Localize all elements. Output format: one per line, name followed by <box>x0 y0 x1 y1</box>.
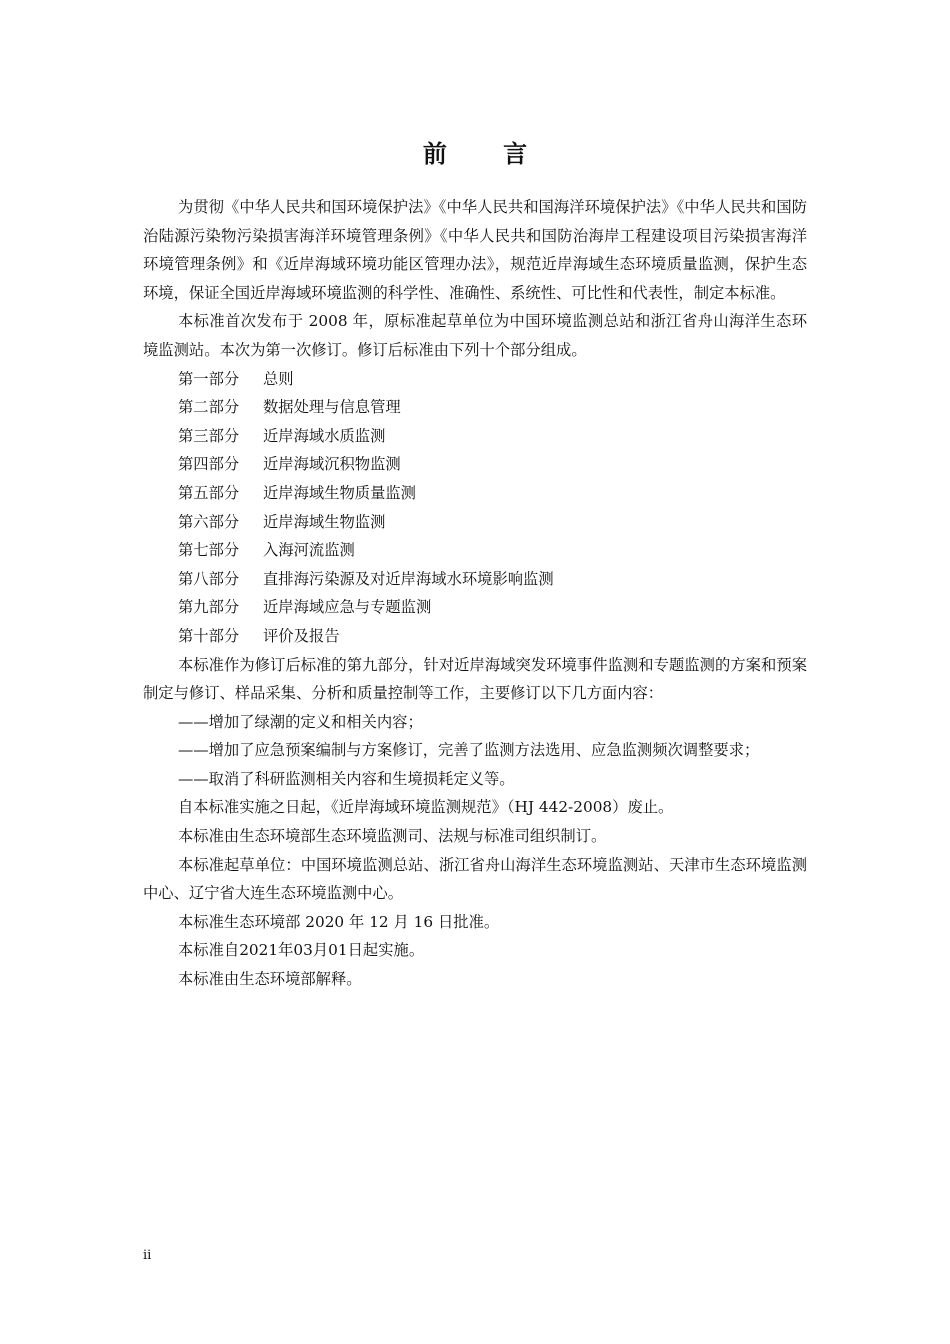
parts-list <box>143 365 807 651</box>
part-name: 入海河流监测 <box>263 541 355 560</box>
paragraph-approval: 本标准生态环境部 2020 年 12 月 16 日批准。 <box>178 912 500 931</box>
part-number: 第十部分 <box>178 626 240 645</box>
list-item <box>143 536 807 565</box>
change-item: ——增加了应急预案编制与方案修订，完善了监测方法选用、应急监测频次调整要求； <box>178 741 760 760</box>
page-title: 前 言 <box>422 140 552 168</box>
list-item <box>143 393 807 422</box>
paragraph-history: 本标准首次发布于 2008 年，原标准起草单位为中国环境监测总站和浙江省舟山海洋生态环境监测站。本次为第一次修订。修订后标准由下列十个部分组成。 <box>143 312 807 359</box>
part-name: 近岸海域沉积物监测 <box>263 455 401 474</box>
part-name: 直排海污染源及对近岸海域水环境影响监测 <box>263 569 554 588</box>
part-name: 评价及报告 <box>263 626 340 645</box>
paragraph-interpretation: 本标准由生态环境部解释。 <box>178 970 362 989</box>
part-number: 第三部分 <box>178 426 240 445</box>
paragraph-purpose: 为贯彻《中华人民共和国环境保护法》《中华人民共和国海洋环境保护法》《中华人民共和国防治陆源污染物污染损害海洋环境管理条例》《中华人民共和国防治海岸工程建设项目污染损害海洋环境管理条例》和《近岸海域环境功能区管理办法》，规范近岸海域生态环境质量监测，保护生态环境，保证全国近岸海域环境监测的科学性、准确性、系统性、可比性和代表性，制定本标准。 <box>143 198 807 302</box>
part-name: 近岸海域水质监测 <box>263 426 386 445</box>
part-name: 近岸海域生物监测 <box>263 512 386 531</box>
list-item <box>143 422 807 451</box>
paragraph-organizer: 本标准由生态环境部生态环境监测司、法规与标准司组织制订。 <box>178 827 607 846</box>
list-item <box>143 565 807 594</box>
paragraph-drafters: 本标准起草单位：中国环境监测总站、浙江省舟山海洋生态环境监测站、天津市生态环境监测中心、辽宁省大连生态环境监测中心。 <box>143 855 807 903</box>
changes-list <box>143 708 807 794</box>
list-item <box>143 450 807 479</box>
part-name: 总则 <box>263 369 294 388</box>
list-item <box>143 365 807 394</box>
paragraph-effective-date: 本标准自2021年03月01日起实施。 <box>178 941 425 960</box>
list-item <box>143 622 807 651</box>
part-number: 第一部分 <box>178 369 240 388</box>
part-number: 第六部分 <box>178 512 240 531</box>
foreword-body <box>143 193 807 994</box>
part-number: 第八部分 <box>178 569 240 588</box>
paragraph-scope: 本标准作为修订后标准的第九部分，针对近岸海域突发环境事件监测和专题监测的方案和预案制定与修订、样品采集、分析和质量控制等工作，主要修订以下几方面内容： <box>143 655 807 703</box>
part-name: 近岸海域生物质量监测 <box>263 483 416 502</box>
change-item: ——增加了绿潮的定义和相关内容； <box>178 712 423 731</box>
list-item <box>143 479 807 508</box>
part-number: 第四部分 <box>178 455 240 474</box>
paragraph-supersedes: 自本标准实施之日起，《近岸海域环境监测规范》（HJ 442-2008）废止。 <box>178 798 674 817</box>
list-item <box>143 508 807 537</box>
page-number: ii <box>143 1248 152 1263</box>
part-name: 数据处理与信息管理 <box>263 398 401 417</box>
change-item: ——取消了科研监测相关内容和生境损耗定义等。 <box>178 769 515 788</box>
part-number: 第七部分 <box>178 541 240 560</box>
part-number: 第五部分 <box>178 483 240 502</box>
list-item <box>143 593 807 622</box>
part-name: 近岸海域应急与专题监测 <box>263 598 432 617</box>
part-number: 第二部分 <box>178 398 240 417</box>
part-number: 第九部分 <box>178 598 240 617</box>
